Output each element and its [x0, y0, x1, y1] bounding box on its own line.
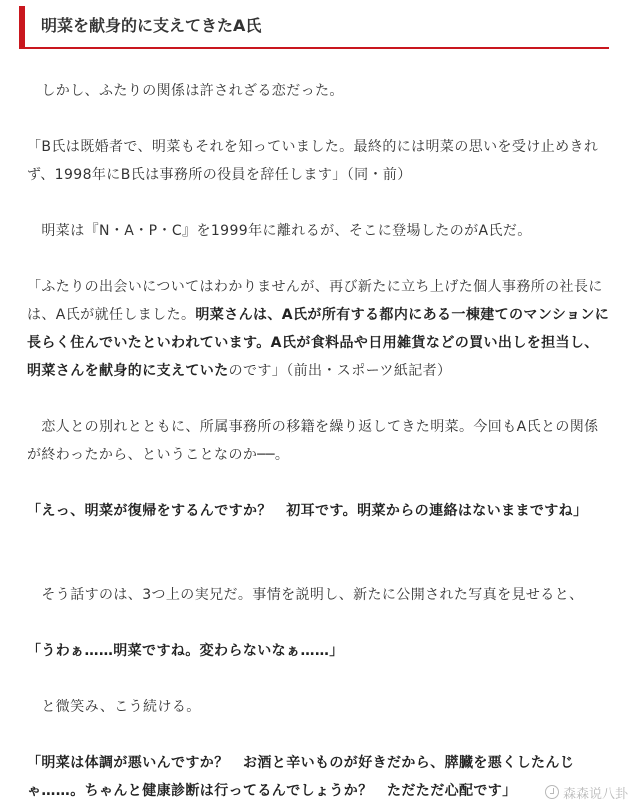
article-heading: 明菜を献身的に支えてきたA氏 — [19, 6, 609, 49]
watermark-text: 森森说八卦 — [562, 786, 628, 802]
paragraph: そう話すのは、3つ上の実兄だ。事情を説明し、新たに公開された写真を見せると、 — [27, 587, 584, 603]
brand-icon — [545, 785, 559, 799]
watermark — [541, 781, 632, 803]
quote-source: のです」（前出・スポーツ紙記者） — [228, 363, 452, 379]
paragraph-quote-bold: 「明菜は体調が悪いんですか？ お酒と辛いものが好きだから、膵臓を悪くしたんじゃ……。ちゃんと健康診断は行ってるんでしょうか？ ただただ心配です」 — [27, 755, 575, 799]
paragraph: しかし、ふたりの関係は許されざる恋だった。 — [27, 83, 344, 99]
paragraph: 明菜は『N・A・P・C』を1999年に離れるが、そこに登場したのがA氏だ。 — [27, 223, 532, 239]
paragraph-quote-bold: 「えっ、明菜が復帰をするんですか？ 初耳です。明菜からの連絡はないままですね」 — [27, 503, 588, 519]
paragraph-quote: 「B氏は既婚者で、明菜もそれを知っていました。最終的には明菜の思いを受け止めきれず、1998年にB氏は事務所の役員を辞任します」（同・前） — [27, 139, 599, 183]
paragraph: と微笑み、こう続ける。 — [27, 699, 201, 715]
quote-emphasis: 明菜さんは、A氏が所有する都内にある一棟建てのマンションに長らく住んでいたといわれています。A氏が食料品や日用雑貨などの買い出しを担当し、明菜さんを献身的に支えていた — [27, 307, 610, 379]
paragraph-quote-bold: 「うわぁ……明菜ですね。変わらないなぁ……」 — [27, 643, 344, 659]
quote-text: 「ふたりの出会いについてはわかりませんが、再び新たに立ち上げた個人事務所の社長には、A氏が就任しました。 — [27, 279, 603, 323]
paragraph-quote — [27, 273, 611, 385]
paragraph: 恋人との別れとともに、所属事務所の移籍を繰り返してきた明菜。今回もA氏との関係が終わったから、ということなのか──。 — [27, 419, 599, 463]
